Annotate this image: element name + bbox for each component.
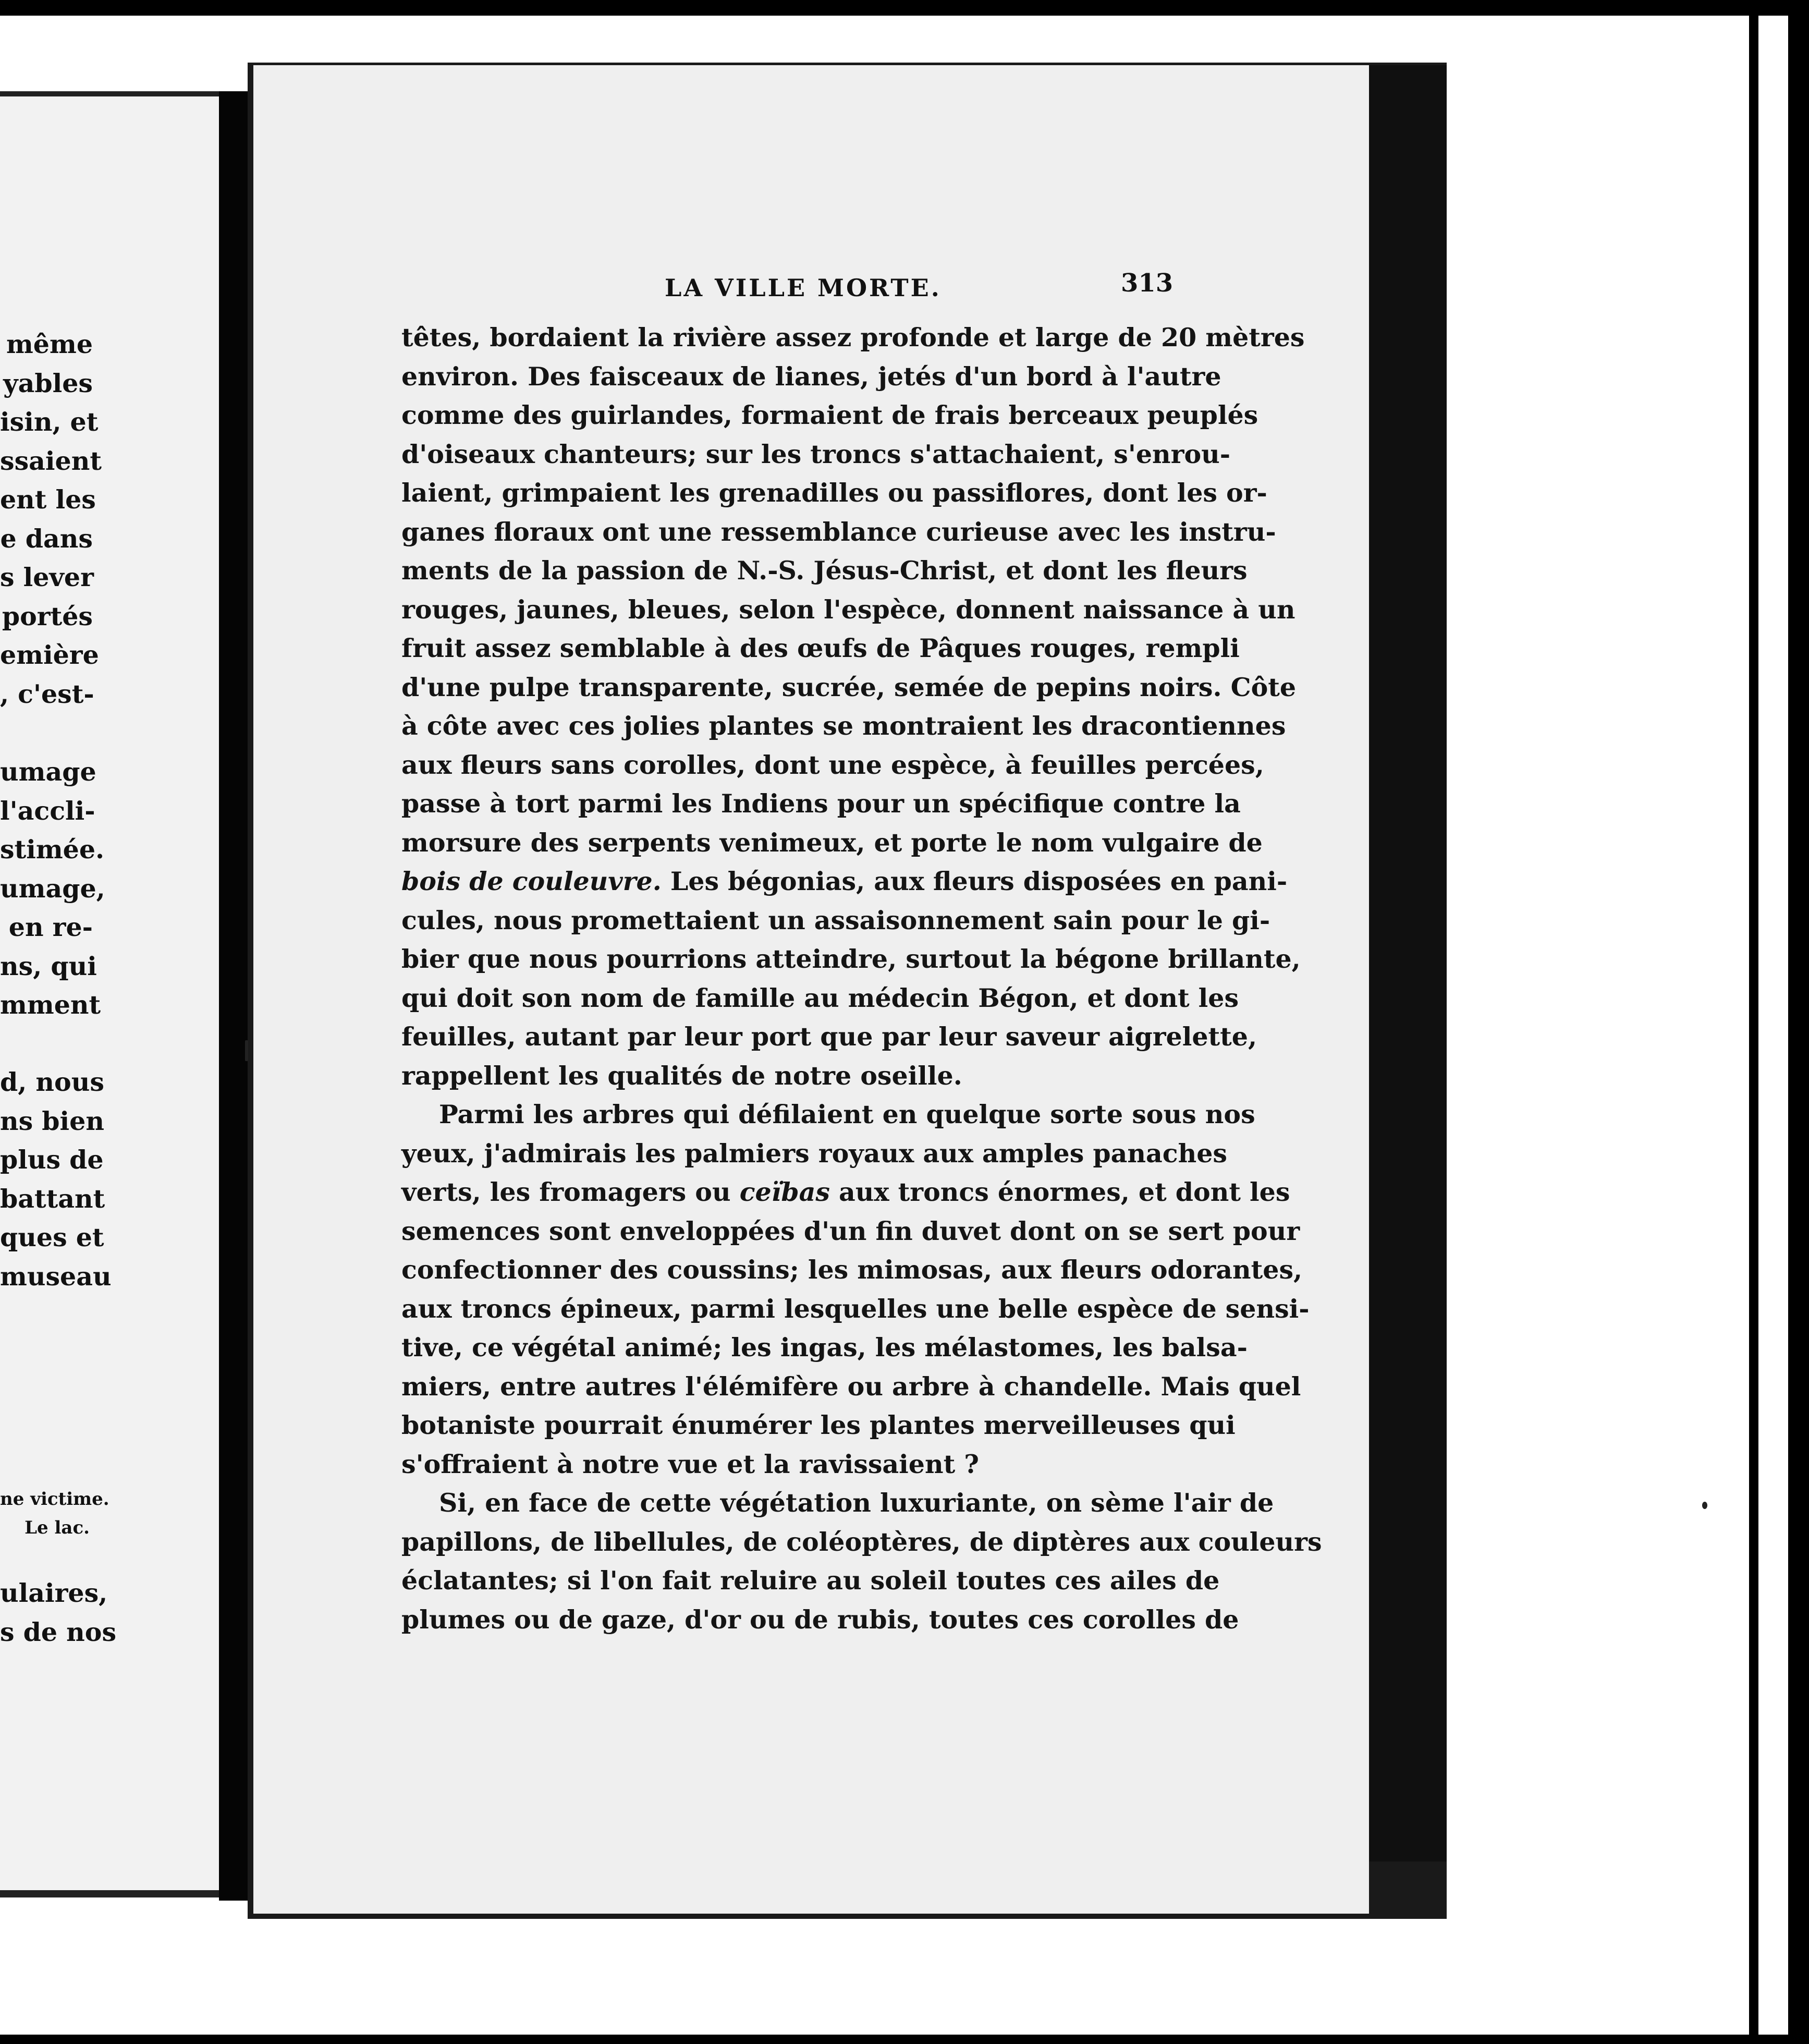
text-line: d'une pulpe transparente, sucrée, semée de pepins noirs. Côte (401, 672, 1297, 702)
text-line: morsure des serpents venimeux, et porte le nom vulgaire de (401, 827, 1263, 858)
left-text-line: même (6, 329, 93, 359)
text-line: comme des guirlandes, formaient de frais berceaux peuplés (401, 400, 1258, 430)
left-text-line: ques et (0, 1222, 104, 1252)
running-head: LA VILLE MORTE. (665, 274, 942, 302)
text-line: tive, ce végétal animé; les ingas, les mélastomes, les balsa- (401, 1332, 1248, 1362)
left-text-line: yables (3, 368, 93, 398)
left-text-line: ulaires, (0, 1578, 108, 1608)
text-line: d'oiseaux chanteurs; sur les troncs s'attachaient, s'enrou- (401, 439, 1231, 469)
text-line: bier que nous pourrions atteindre, surtout la bégone brillante, (401, 944, 1301, 974)
text-span: aux troncs énormes, et dont les (829, 1177, 1290, 1207)
book-edge (1363, 65, 1447, 1862)
text-line: ganes floraux ont une ressemblance curieuse avec les instru- (401, 516, 1276, 547)
text-line: rouges, jaunes, bleues, selon l'espèce, donnent naissance à un (401, 594, 1295, 625)
text-span: Les bégonias, aux fleurs disposées en pani- (661, 866, 1288, 896)
text-line: aux troncs épineux, parmi lesquelles une belle espèce de sensi- (401, 1293, 1310, 1324)
text-line-with-italic (401, 1173, 1290, 1212)
text-line: environ. Des faisceaux de lianes, jetés d'un bord à l'autre (401, 361, 1221, 392)
text-line: passe à tort parmi les Indiens pour un spécifique contre la (401, 788, 1241, 819)
left-text-line: s de nos (0, 1616, 117, 1647)
left-text-line: umage (0, 757, 96, 787)
text-line: feuilles, autant par leur port que par leur saveur aigrelette, (401, 1021, 1257, 1052)
left-text-line: en re- (8, 912, 93, 942)
text-line: Parmi les arbres qui défilaient en quelque sorte sous nos (439, 1099, 1255, 1129)
text-line: yeux, j'admirais les palmiers royaux aux amples panaches (401, 1138, 1227, 1169)
text-line: laient, grimpaient les grenadilles ou passiflores, dont les or- (401, 478, 1267, 508)
body-text (401, 318, 1322, 1639)
text-line: botaniste pourrait énumérer les plantes merveilleuses qui (401, 1410, 1236, 1440)
text-line: cules, nous promettaient un assaisonnement sain pour le gi- (401, 905, 1270, 935)
left-text-line: plus de (0, 1145, 104, 1175)
left-text-line: battant (0, 1183, 105, 1214)
text-line: aux fleurs sans corolles, dont une espèce, à feuilles percées, (401, 749, 1264, 780)
left-text-line: portés (2, 601, 93, 631)
left-text-line: umage, (0, 873, 105, 904)
scan-border-top (0, 0, 1809, 16)
text-line: confectionner des coussins; les mimosas, aux fleurs odorantes, (401, 1255, 1303, 1285)
text-line: Si, en face de cette végétation luxuriante, on sème l'air de (439, 1488, 1274, 1518)
text-line: qui doit son nom de famille au médecin Bégon, et dont les (401, 982, 1239, 1013)
page-number: 313 (1121, 269, 1174, 298)
text-line: à côte avec ces jolies plantes se montraient les dracontiennes (401, 711, 1286, 741)
scan-border-right (1788, 0, 1809, 2044)
text-line: miers, entre autres l'élémifère ou arbre à chandelle. Mais quel (401, 1371, 1301, 1402)
left-footnote-line: ne victime. (0, 1489, 109, 1510)
left-text-line: emière (0, 640, 99, 670)
left-text-line: ns bien (0, 1105, 104, 1136)
text-line: rappellent les qualités de notre oseille. (401, 1060, 962, 1091)
left-text-line: ent les (0, 484, 96, 515)
left-text-line: s lever (0, 562, 94, 592)
text-line-with-italic (401, 862, 1288, 901)
text-line: ments de la passion de N.-S. Jésus-Christ, et dont les fleurs (401, 555, 1248, 586)
left-text-line: e dans (0, 523, 93, 554)
text-line: semences sont enveloppées d'un fin duvet dont on se sert pour (401, 1215, 1300, 1246)
text-line: papillons, de libellules, de coléoptères, de diptères aux couleurs (401, 1526, 1322, 1557)
left-text-line: ssaient (0, 445, 102, 476)
text-line: éclatantes; si l'on fait reluire au soleil toutes ces ailes de (401, 1565, 1220, 1596)
left-text-line: mment (0, 990, 101, 1020)
text-line: s'offraient à notre vue et la ravissaient ? (401, 1449, 979, 1479)
left-text-line: , c'est- (0, 678, 94, 709)
left-footnote-line: Le lac. (25, 1517, 90, 1538)
italic-term: ceïbas (739, 1177, 830, 1207)
scan-border-right-inner (1749, 0, 1758, 2044)
scan-border-bottom (0, 2035, 1809, 2044)
scan-speck (1702, 1502, 1707, 1509)
left-text-line: isin, et (0, 407, 99, 437)
left-text-line: ns, qui (0, 951, 97, 981)
scan-speck (245, 1040, 248, 1061)
left-text-line: stimée. (0, 834, 105, 865)
left-text-line: museau (0, 1261, 112, 1292)
left-text-line: l'accli- (0, 795, 95, 826)
text-span: verts, les fromagers ou (401, 1177, 740, 1207)
text-line: têtes, bordaient la rivière assez profonde et large de 20 mètres (401, 322, 1305, 352)
text-line: plumes ou de gaze, d'or ou de rubis, toutes ces corolles de (401, 1604, 1239, 1635)
left-text-line: d, nous (0, 1067, 104, 1097)
italic-term: bois de couleuvre. (401, 866, 662, 896)
text-line: fruit assez semblable à des œufs de Pâques rouges, rempli (401, 633, 1240, 663)
